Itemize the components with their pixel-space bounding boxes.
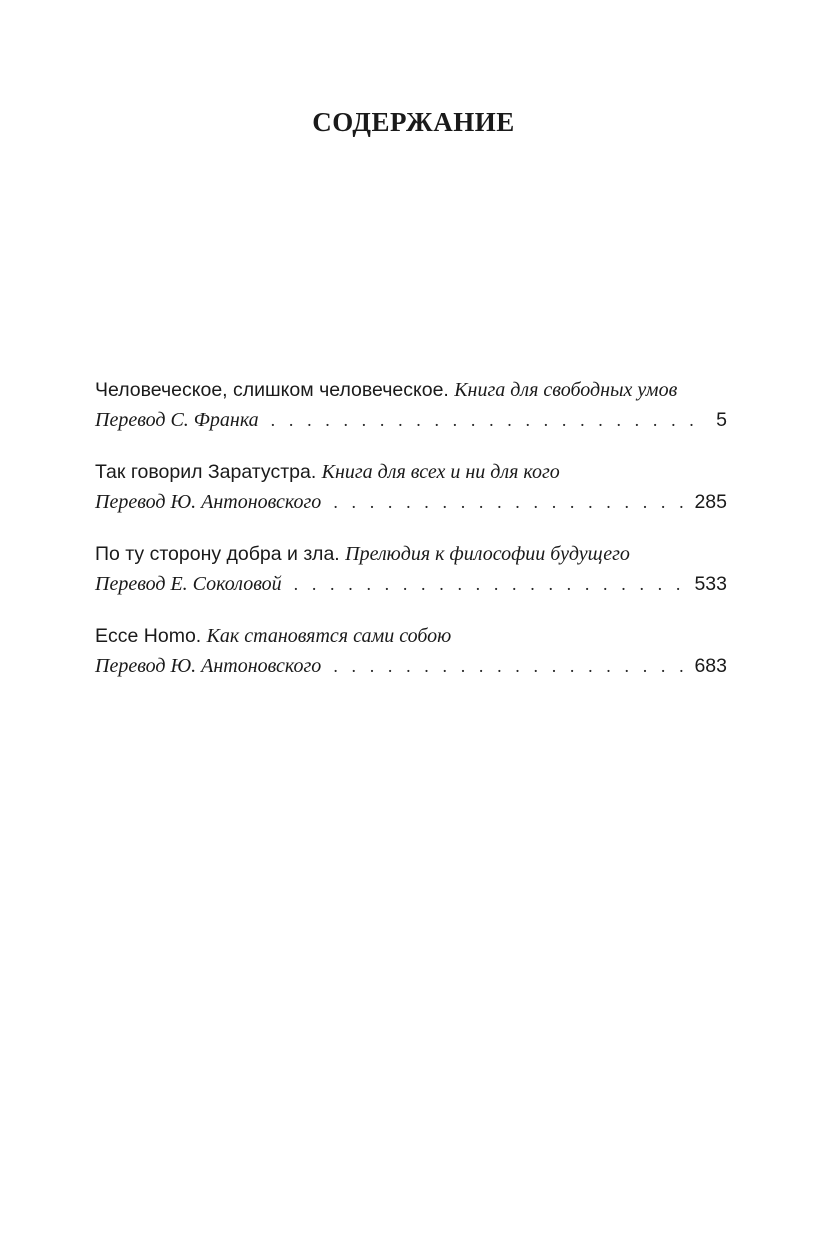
dot-leader (333, 651, 686, 681)
toc-entry-detail (95, 651, 727, 681)
work-subtitle: Книга для всех и ни для кого (321, 461, 560, 483)
toc-entry-heading (95, 539, 727, 569)
dot-leader (294, 569, 687, 599)
toc-entry-detail (95, 405, 727, 435)
toc-entry-heading (95, 457, 727, 487)
page-title: СОДЕРЖАНИЕ (312, 107, 515, 137)
work-subtitle: Прелюдия к философии будущего (345, 543, 630, 565)
table-of-contents (95, 375, 727, 703)
work-title: По ту сторону добра и зла. (95, 543, 340, 565)
translator-credit: Перевод С. Франка (95, 409, 259, 431)
toc-entry-heading (95, 375, 727, 405)
work-title: Ecce Homo. (95, 625, 202, 647)
dot-leader (271, 405, 708, 435)
toc-entry[interactable] (95, 457, 727, 517)
toc-entry[interactable] (95, 539, 727, 599)
page-number: 683 (694, 655, 727, 677)
work-subtitle: Книга для свободных умов (454, 379, 678, 401)
work-title: Так говорил Заратустра. (95, 461, 317, 483)
translator-credit: Перевод Ю. Антоновского (95, 655, 322, 677)
page-number: 285 (694, 491, 727, 513)
toc-entry-detail (95, 569, 727, 599)
work-subtitle: Как становятся сами собою (206, 625, 452, 647)
toc-entry[interactable] (95, 375, 727, 435)
toc-entry-heading (95, 621, 727, 651)
toc-entry[interactable] (95, 621, 727, 681)
toc-entry-detail (95, 487, 727, 517)
translator-credit: Перевод Ю. Антоновского (95, 491, 322, 513)
page-number: 533 (694, 573, 727, 595)
work-title: Человеческое, слишком человеческое. (95, 379, 449, 401)
page-number: 5 (716, 409, 727, 431)
translator-credit: Перевод Е. Соколовой (95, 573, 282, 595)
dot-leader (333, 487, 686, 517)
